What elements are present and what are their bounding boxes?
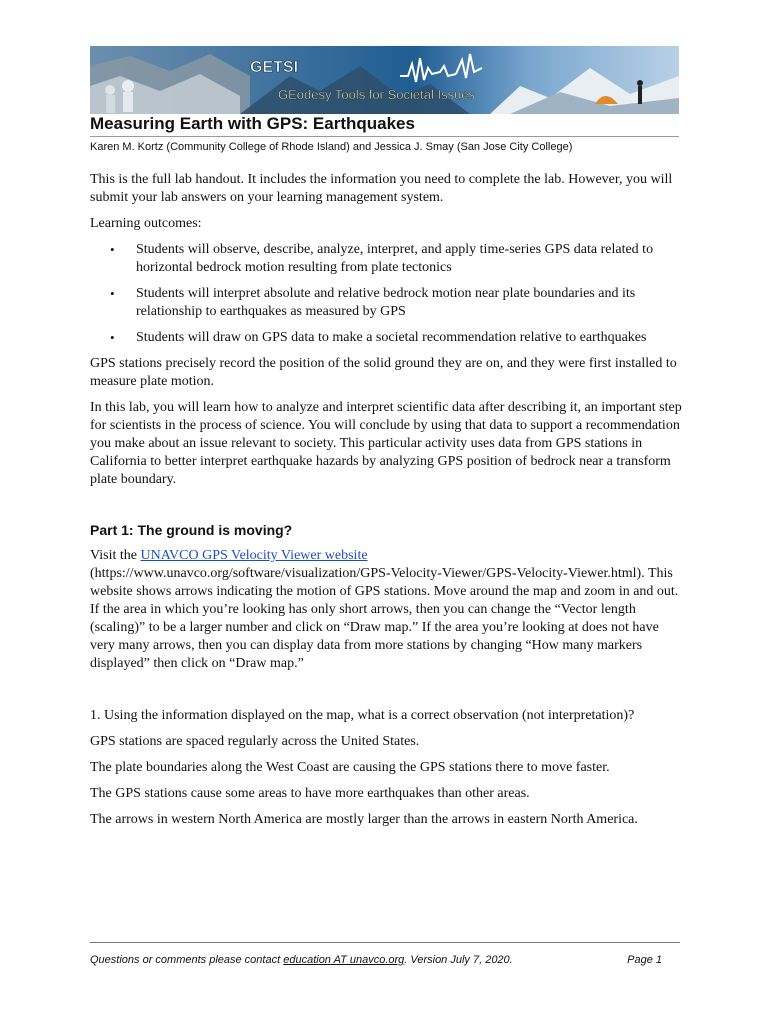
- logo-text: GETSI: [250, 59, 299, 76]
- bullet-icon: •: [110, 286, 115, 301]
- document-body: [90, 171, 682, 829]
- answer-option[interactable]: GPS stations are spaced regularly across the United States.: [90, 734, 420, 749]
- page-title: Measuring Earth with GPS: Earthquakes: [90, 113, 679, 137]
- getsi-banner: [90, 46, 679, 114]
- outcome-text: Students will interpret absolute and relative bedrock motion near plate boundaries and its relationship to earthquakes as measured by GPS: [136, 286, 636, 319]
- list-item: [90, 241, 682, 277]
- visit-prefix: Visit the: [90, 548, 141, 563]
- part1-heading: Part 1: The ground is moving?: [90, 522, 293, 538]
- visit-paragraph: [90, 547, 682, 673]
- banner-image: [90, 46, 679, 114]
- answer-option[interactable]: The arrows in western North America are mostly larger than the arrows in eastern North America.: [90, 812, 638, 827]
- unavco-viewer-link[interactable]: UNAVCO GPS Velocity Viewer website: [140, 548, 368, 563]
- intro-paragraph: This is the full lab handout. It includes the information you need to complete the lab. However, you will submit your lab answers on your learning management system.: [90, 172, 673, 205]
- footer-suffix: . Version July 7, 2020.: [404, 954, 513, 966]
- list-item: [90, 329, 682, 347]
- outcomes-heading: Learning outcomes:: [90, 216, 202, 231]
- page-number: Page 1: [627, 954, 662, 966]
- answer-option[interactable]: The GPS stations cause some areas to have more earthquakes than other areas.: [90, 786, 530, 801]
- authors-line: Karen M. Kortz (Community College of Rhode Island) and Jessica J. Smay (San Jose City College): [90, 141, 573, 153]
- lab-paragraph: In this lab, you will learn how to analyze and interpret scientific data after describing it, an important step for scientists in the process of science. You will conclude by using that data to support a recommendation you make about an issue relevant to society. This particular activity uses data from GPS stations in California to better interpret earthquake hazards by analyzing GPS position of bedrock near a transform plate boundary.: [90, 400, 682, 487]
- bullet-icon: •: [110, 330, 115, 345]
- visit-rest: (https://www.unavco.org/software/visualization/GPS-Velocity-Viewer/GPS-Velocity-Viewer.html). This website shows arrows indicating the motion of GPS stations. Move around the map and zoom in and out. If the area in which you’re looking has only short arrows, then you can change the “Vector length (scaling)” to be a larger number and click on “Draw map.” If the area you’re looking at does not have very many arrows, then you can display data from more stations by changing “How many markers displayed” then click on “Draw map.”: [90, 566, 679, 671]
- list-item: [90, 285, 682, 321]
- gps-paragraph: GPS stations precisely record the position of the solid ground they are on, and they were first installed to measure plate motion.: [90, 356, 677, 389]
- footer-prefix: Questions or comments please contact: [90, 954, 284, 966]
- footer-divider: [90, 942, 680, 943]
- answer-option[interactable]: The plate boundaries along the West Coast are causing the GPS stations there to move faster.: [90, 760, 610, 775]
- outcomes-list: [90, 241, 682, 347]
- bullet-icon: •: [110, 242, 115, 257]
- logo-tagline: GEodesy Tools for Societal Issues: [278, 87, 476, 102]
- question-1: 1. Using the information displayed on the map, what is a correct observation (not interpretation)?: [90, 708, 635, 723]
- contact-link[interactable]: education AT unavco.org: [283, 954, 405, 966]
- outcome-text: Students will observe, describe, analyze, interpret, and apply time-series GPS data related to horizontal bedrock motion resulting from plate tectonics: [136, 242, 654, 275]
- page-footer: [90, 953, 662, 967]
- outcome-text: Students will draw on GPS data to make a societal recommendation relative to earthquakes: [136, 330, 647, 345]
